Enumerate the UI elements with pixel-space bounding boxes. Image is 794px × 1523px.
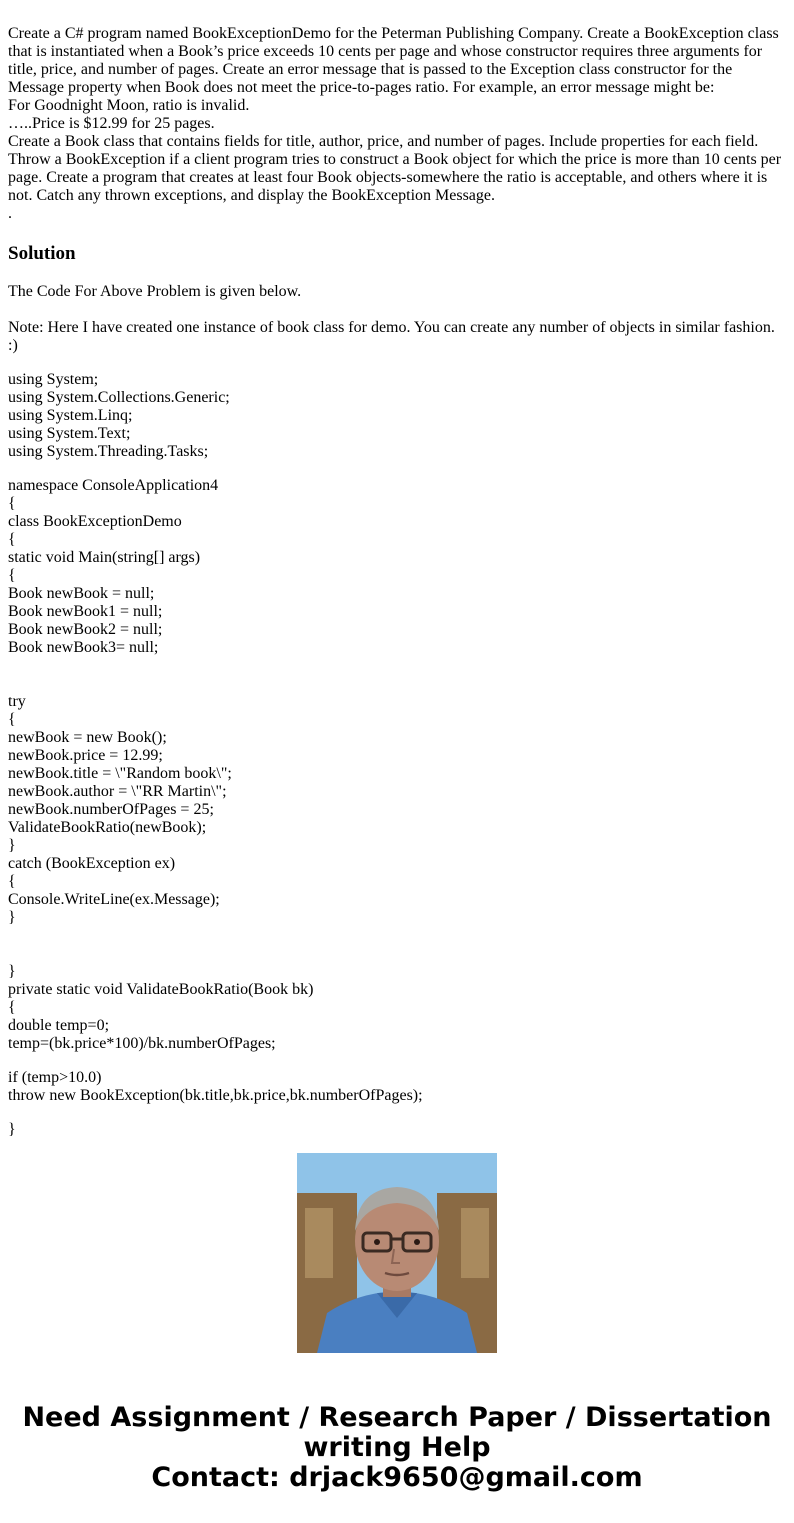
- code-line: }: [8, 963, 16, 980]
- question-paragraph-2: Create a Book class that contains fields for title, author, price, and number of pages. Include properties for each field. Throw a BookException if a client program tries to construct a Book object for which the price is more than 10 cents per page. Create a program that creates at least four Book objects-somewhere the ratio is acceptable, and others where it is not. Catch any thrown exceptions, and display the BookException Message.: [8, 133, 782, 204]
- question-paragraph-1: Create a C# program named BookExceptionDemo for the Peterman Publishing Company. Create a BookException class that is instantiated when a Book’s price exceeds 10 cents per page and whose constructor requires three arguments for title, price, and number of pages. Create an error message that is passed to the Exception class constructor for the Message property when Book does not meet the price-to-pages ratio. For example, an error message might be:: [8, 25, 779, 96]
- avatar: [297, 1153, 497, 1353]
- code-line: Book newBook = null;: [8, 585, 155, 602]
- avatar-eye: [374, 1239, 380, 1245]
- code-validate-block: [8, 963, 786, 1053]
- code-line: {: [8, 999, 16, 1016]
- solution-intro: The Code For Above Problem is given below.: [8, 283, 302, 300]
- document-content: [8, 25, 786, 1138]
- code-spacer: [8, 927, 786, 963]
- code-line: {: [8, 531, 16, 548]
- code-line: newBook.author = \"RR Martin\";: [8, 783, 227, 800]
- code-line: class BookExceptionDemo: [8, 513, 182, 530]
- avatar-wood-panel: [305, 1208, 333, 1278]
- code-line: {: [8, 711, 16, 728]
- code-line: static void Main(string[] args): [8, 549, 201, 566]
- code-line: newBook.title = \"Random book\";: [8, 765, 232, 782]
- question-text: [8, 25, 786, 223]
- code-line: using System.Linq;: [8, 407, 133, 424]
- code-line: if (temp>10.0): [8, 1069, 102, 1086]
- code-listing: [8, 371, 786, 1139]
- solution-heading: Solution: [8, 243, 76, 264]
- code-line: namespace ConsoleApplication4: [8, 477, 219, 494]
- code-line: newBook = new Book();: [8, 729, 167, 746]
- code-line: {: [8, 567, 16, 584]
- code-line: using System.Collections.Generic;: [8, 389, 230, 406]
- code-line: using System.Threading.Tasks;: [8, 443, 209, 460]
- code-line: catch (BookException ex): [8, 855, 176, 872]
- code-line: try: [8, 693, 26, 710]
- code-line: Book newBook1 = null;: [8, 603, 163, 620]
- code-spacer: [8, 657, 786, 693]
- avatar-photo: [297, 1153, 497, 1353]
- code-cut-block: [8, 1121, 786, 1139]
- code-try-block: [8, 693, 786, 927]
- code-line: private static void ValidateBookRatio(Book bk): [8, 981, 314, 998]
- code-line: newBook.price = 12.99;: [8, 747, 163, 764]
- code-line: newBook.numberOfPages = 25;: [8, 801, 214, 818]
- code-line: Console.WriteLine(ex.Message);: [8, 891, 220, 908]
- code-line: {: [8, 873, 16, 890]
- code-line: }: [8, 909, 16, 926]
- code-line: }: [8, 1121, 16, 1138]
- code-line: Book newBook3= null;: [8, 639, 159, 656]
- promo-line-2: writing Help: [303, 1432, 491, 1463]
- code-line: using System;: [8, 371, 99, 388]
- code-usings: [8, 371, 786, 461]
- code-line: double temp=0;: [8, 1017, 110, 1034]
- code-throw-block: [8, 1069, 786, 1105]
- code-line: Book newBook2 = null;: [8, 621, 163, 638]
- promo-banner: [0, 1403, 794, 1493]
- solution-note: Note: Here I have created one instance of book class for demo. You can create any number of objects in similar fashion. :): [8, 319, 775, 354]
- promo-contact: Contact: drjack9650@gmail.com: [151, 1462, 643, 1493]
- code-line: using System.Text;: [8, 425, 131, 442]
- avatar-eye: [414, 1239, 420, 1245]
- question-dot: .: [8, 205, 12, 222]
- promo-line-1: Need Assignment / Research Paper / Dissertation: [22, 1402, 772, 1433]
- code-main-block: [8, 477, 786, 657]
- code-line: {: [8, 495, 16, 512]
- code-line: ValidateBookRatio(newBook);: [8, 819, 207, 836]
- example-message-line-1: For Goodnight Moon, ratio is invalid.: [8, 97, 250, 114]
- code-line: }: [8, 837, 16, 854]
- avatar-wood-panel: [461, 1208, 489, 1278]
- code-line: throw new BookException(bk.title,bk.price,bk.numberOfPages);: [8, 1087, 423, 1104]
- code-line: temp=(bk.price*100)/bk.numberOfPages;: [8, 1035, 276, 1052]
- example-message-line-2: …..Price is $12.99 for 25 pages.: [8, 115, 215, 132]
